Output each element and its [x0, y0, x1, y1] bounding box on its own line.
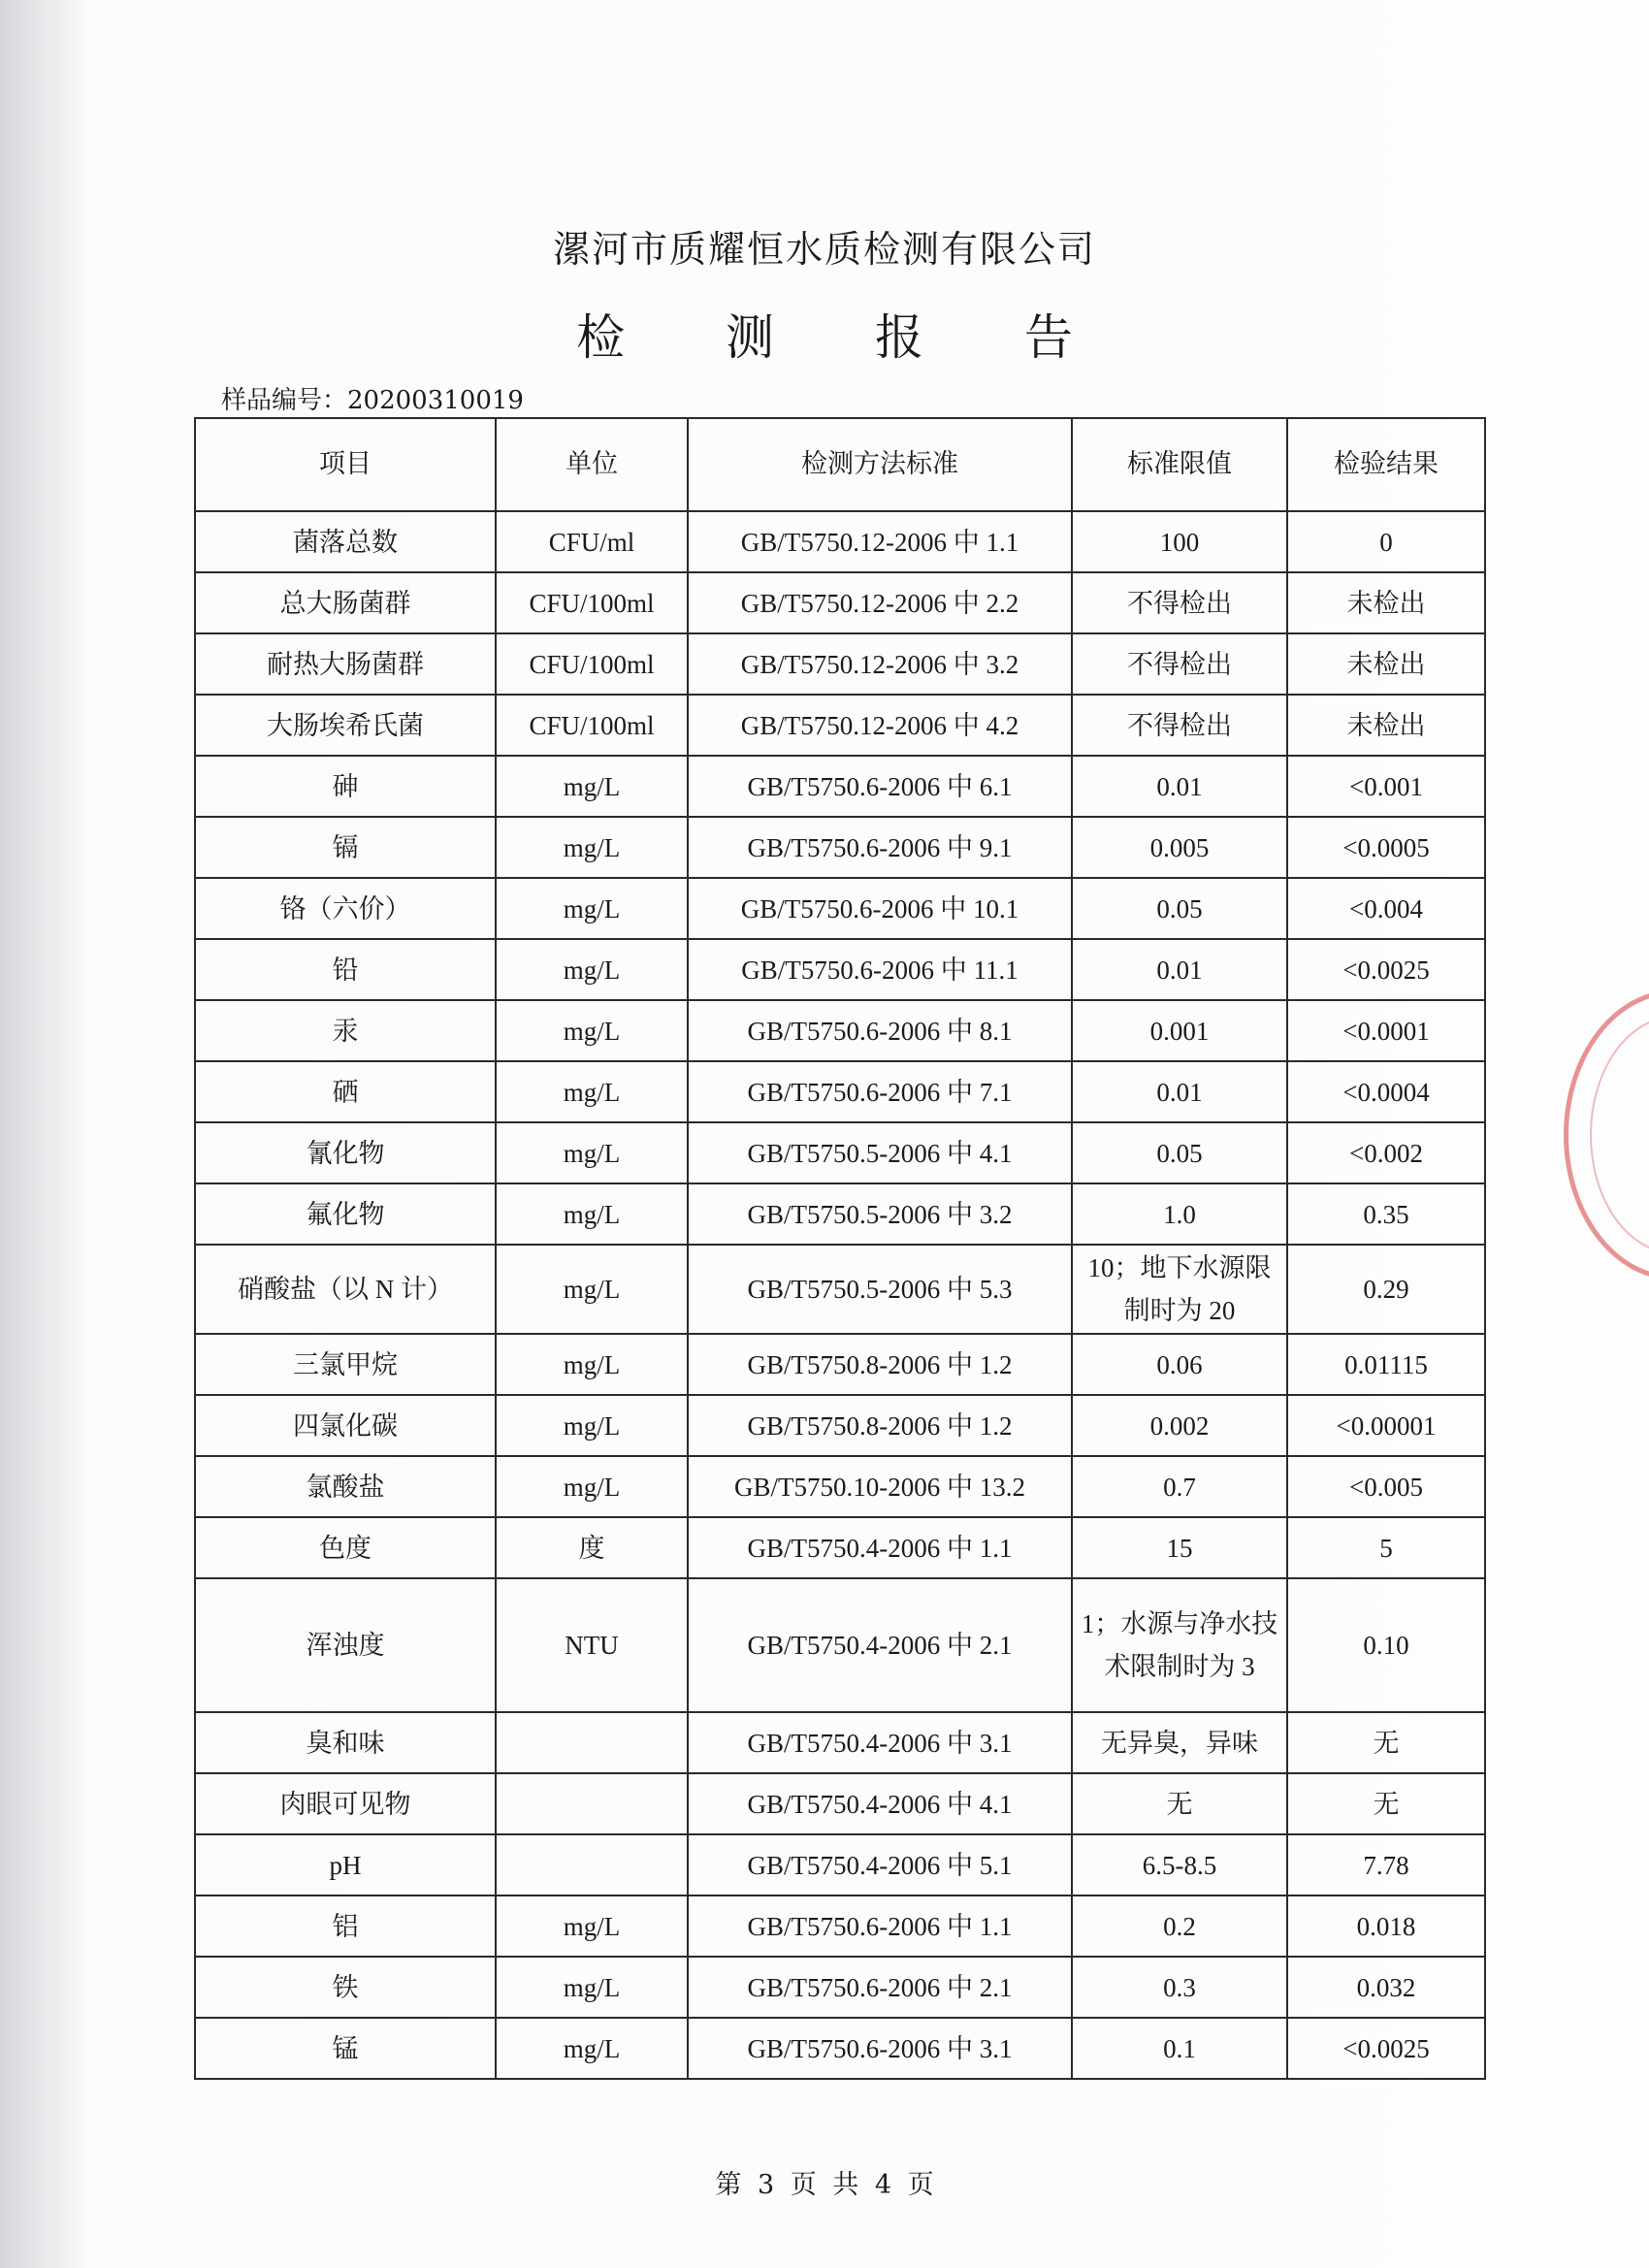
- cell-result: 无: [1287, 1712, 1485, 1773]
- cell-item: 氟化物: [195, 1183, 496, 1245]
- cell-limit: 不得检出: [1072, 633, 1287, 695]
- cell-method: GB/T5750.6-2006 中 2.1: [688, 1957, 1072, 2018]
- cell-item: 砷: [195, 756, 496, 817]
- table-row: [195, 1183, 1485, 1245]
- cell-item: pH: [195, 1834, 496, 1895]
- cell-result: <0.0001: [1287, 1000, 1485, 1061]
- cell-limit: 1；水源与净水技术限制时为 3: [1072, 1578, 1287, 1712]
- cell-item: 氯酸盐: [195, 1456, 496, 1517]
- table-row: [195, 1245, 1485, 1334]
- cell-method: GB/T5750.12-2006 中 3.2: [688, 633, 1072, 695]
- cell-unit: mg/L: [496, 1895, 688, 1957]
- cell-unit: mg/L: [496, 1122, 688, 1183]
- cell-unit: [496, 1834, 688, 1895]
- cell-limit: 0.3: [1072, 1957, 1287, 2018]
- cell-item: 锰: [195, 2018, 496, 2079]
- cell-unit: mg/L: [496, 1183, 688, 1245]
- cell-limit: 0.01: [1072, 1061, 1287, 1122]
- cell-item: 硝酸盐（以 N 计）: [195, 1245, 496, 1334]
- page-number: 第 3 页 共 4 页: [715, 2170, 934, 2200]
- report-title: 检 测 报 告: [576, 309, 1116, 366]
- cell-unit: mg/L: [496, 1957, 688, 2018]
- cell-limit: 0.01: [1072, 756, 1287, 817]
- company-name: 漯河市质耀恒水质检测有限公司: [552, 228, 1096, 271]
- cell-result: 5: [1287, 1517, 1485, 1578]
- table-row: [195, 1061, 1485, 1122]
- sample-number-line: [221, 380, 524, 416]
- cell-item: 色度: [195, 1517, 496, 1578]
- column-header-unit: 单位: [496, 418, 688, 511]
- cell-limit: 无: [1072, 1773, 1287, 1834]
- cell-unit: CFU/100ml: [496, 572, 688, 633]
- table-row: [195, 1957, 1485, 2018]
- cell-method: GB/T5750.6-2006 中 10.1: [688, 878, 1072, 939]
- cell-limit: 不得检出: [1072, 695, 1287, 756]
- cell-method: GB/T5750.4-2006 中 1.1: [688, 1517, 1072, 1578]
- cell-item: 浑浊度: [195, 1578, 496, 1712]
- cell-unit: mg/L: [496, 939, 688, 1000]
- cell-method: GB/T5750.6-2006 中 7.1: [688, 1061, 1072, 1122]
- cell-method: GB/T5750.6-2006 中 9.1: [688, 817, 1072, 878]
- cell-result: <0.004: [1287, 878, 1485, 939]
- cell-result: 未检出: [1287, 572, 1485, 633]
- table-row: [195, 756, 1485, 817]
- cell-unit: [496, 1712, 688, 1773]
- cell-method: GB/T5750.12-2006 中 2.2: [688, 572, 1072, 633]
- column-header-item: 项目: [195, 418, 496, 511]
- cell-method: GB/T5750.8-2006 中 1.2: [688, 1395, 1072, 1456]
- cell-unit: mg/L: [496, 2018, 688, 2079]
- cell-unit: mg/L: [496, 1245, 688, 1334]
- table-row: [195, 1122, 1485, 1183]
- cell-unit: mg/L: [496, 1395, 688, 1456]
- cell-item: 四氯化碳: [195, 1395, 496, 1456]
- cell-result: <0.002: [1287, 1122, 1485, 1183]
- cell-result: 0.29: [1287, 1245, 1485, 1334]
- table-row: [195, 1395, 1485, 1456]
- table-row: [195, 1773, 1485, 1834]
- cell-method: GB/T5750.4-2006 中 5.1: [688, 1834, 1072, 1895]
- table-row: [195, 878, 1485, 939]
- company-seal-stamp: [1564, 989, 1649, 1280]
- sample-number-value: 20200310019: [347, 386, 524, 415]
- cell-method: GB/T5750.10-2006 中 13.2: [688, 1456, 1072, 1517]
- table-row: [195, 2018, 1485, 2079]
- cell-limit: 0.005: [1072, 817, 1287, 878]
- table-row: [195, 1517, 1485, 1578]
- cell-result: 0.10: [1287, 1578, 1485, 1712]
- table-row: [195, 572, 1485, 633]
- cell-limit: 无异臭，异味: [1072, 1712, 1287, 1773]
- table-row: [195, 1000, 1485, 1061]
- cell-limit: 0.7: [1072, 1456, 1287, 1517]
- table-row: [195, 511, 1485, 572]
- cell-result: 0.032: [1287, 1957, 1485, 2018]
- cell-item: 菌落总数: [195, 511, 496, 572]
- cell-limit: 0.05: [1072, 878, 1287, 939]
- cell-method: GB/T5750.6-2006 中 11.1: [688, 939, 1072, 1000]
- cell-result: 未检出: [1287, 633, 1485, 695]
- cell-result: <0.001: [1287, 756, 1485, 817]
- table-row: [195, 695, 1485, 756]
- cell-item: 铁: [195, 1957, 496, 2018]
- cell-item: 氰化物: [195, 1122, 496, 1183]
- table-row: [195, 1712, 1485, 1773]
- cell-unit: mg/L: [496, 1456, 688, 1517]
- cell-limit: 0.2: [1072, 1895, 1287, 1957]
- cell-method: GB/T5750.12-2006 中 4.2: [688, 695, 1072, 756]
- sample-number-label: 样品编号：: [221, 386, 348, 415]
- cell-method: GB/T5750.4-2006 中 4.1: [688, 1773, 1072, 1834]
- cell-result: 0.018: [1287, 1895, 1485, 1957]
- cell-item: 三氯甲烷: [195, 1334, 496, 1395]
- cell-result: 未检出: [1287, 695, 1485, 756]
- cell-limit: 0.002: [1072, 1395, 1287, 1456]
- cell-method: GB/T5750.5-2006 中 5.3: [688, 1245, 1072, 1334]
- cell-limit: 0.01: [1072, 939, 1287, 1000]
- cell-result: <0.005: [1287, 1456, 1485, 1517]
- cell-method: GB/T5750.5-2006 中 4.1: [688, 1122, 1072, 1183]
- table-row: [195, 939, 1485, 1000]
- cell-limit: 0.05: [1072, 1122, 1287, 1183]
- cell-unit: mg/L: [496, 878, 688, 939]
- cell-method: GB/T5750.6-2006 中 1.1: [688, 1895, 1072, 1957]
- table-row: [195, 1456, 1485, 1517]
- cell-unit: mg/L: [496, 817, 688, 878]
- cell-limit: 6.5-8.5: [1072, 1834, 1287, 1895]
- cell-limit: 不得检出: [1072, 572, 1287, 633]
- cell-method: GB/T5750.6-2006 中 6.1: [688, 756, 1072, 817]
- cell-unit: CFU/ml: [496, 511, 688, 572]
- cell-limit: 0.06: [1072, 1334, 1287, 1395]
- cell-unit: mg/L: [496, 1334, 688, 1395]
- cell-method: GB/T5750.4-2006 中 3.1: [688, 1712, 1072, 1773]
- cell-item: 铝: [195, 1895, 496, 1957]
- table-row: [195, 633, 1485, 695]
- cell-unit: mg/L: [496, 1061, 688, 1122]
- cell-item: 肉眼可见物: [195, 1773, 496, 1834]
- cell-method: GB/T5750.12-2006 中 1.1: [688, 511, 1072, 572]
- cell-result: <0.0025: [1287, 2018, 1485, 2079]
- column-header-method: 检测方法标准: [688, 418, 1072, 511]
- cell-unit: CFU/100ml: [496, 633, 688, 695]
- cell-limit: 0.1: [1072, 2018, 1287, 2079]
- cell-item: 硒: [195, 1061, 496, 1122]
- cell-unit: NTU: [496, 1578, 688, 1712]
- table-row: [195, 1578, 1485, 1712]
- cell-result: 7.78: [1287, 1834, 1485, 1895]
- cell-result: 无: [1287, 1773, 1485, 1834]
- cell-unit: 度: [496, 1517, 688, 1578]
- table-body: [195, 511, 1485, 2079]
- cell-result: 0.35: [1287, 1183, 1485, 1245]
- cell-method: GB/T5750.6-2006 中 3.1: [688, 2018, 1072, 2079]
- cell-item: 耐热大肠菌群: [195, 633, 496, 695]
- cell-limit: 10；地下水源限制时为 20: [1072, 1245, 1287, 1334]
- cell-method: GB/T5750.4-2006 中 2.1: [688, 1578, 1072, 1712]
- cell-item: 总大肠菌群: [195, 572, 496, 633]
- cell-result: <0.0005: [1287, 817, 1485, 878]
- cell-result: <0.0025: [1287, 939, 1485, 1000]
- cell-limit: 1.0: [1072, 1183, 1287, 1245]
- cell-method: GB/T5750.5-2006 中 3.2: [688, 1183, 1072, 1245]
- table-row: [195, 1334, 1485, 1395]
- seal-inner-ring: [1590, 1016, 1649, 1254]
- cell-unit: mg/L: [496, 756, 688, 817]
- cell-unit: CFU/100ml: [496, 695, 688, 756]
- cell-unit: [496, 1773, 688, 1834]
- cell-result: <0.0004: [1287, 1061, 1485, 1122]
- cell-item: 镉: [195, 817, 496, 878]
- cell-result: 0.01115: [1287, 1334, 1485, 1395]
- cell-method: GB/T5750.6-2006 中 8.1: [688, 1000, 1072, 1061]
- cell-limit: 100: [1072, 511, 1287, 572]
- column-header-result: 检验结果: [1287, 418, 1485, 511]
- cell-limit: 15: [1072, 1517, 1287, 1578]
- cell-limit: 0.001: [1072, 1000, 1287, 1061]
- cell-item: 臭和味: [195, 1712, 496, 1773]
- cell-item: 汞: [195, 1000, 496, 1061]
- cell-item: 铬（六价）: [195, 878, 496, 939]
- table-row: [195, 817, 1485, 878]
- test-results-table: [194, 417, 1486, 2080]
- cell-item: 铅: [195, 939, 496, 1000]
- cell-item: 大肠埃希氏菌: [195, 695, 496, 756]
- cell-unit: mg/L: [496, 1000, 688, 1061]
- cell-method: GB/T5750.8-2006 中 1.2: [688, 1334, 1072, 1395]
- cell-result: <0.00001: [1287, 1395, 1485, 1456]
- table-header-row: [195, 418, 1485, 511]
- column-header-limit: 标准限值: [1072, 418, 1287, 511]
- cell-result: 0: [1287, 511, 1485, 572]
- table-row: [195, 1834, 1485, 1895]
- table-row: [195, 1895, 1485, 1957]
